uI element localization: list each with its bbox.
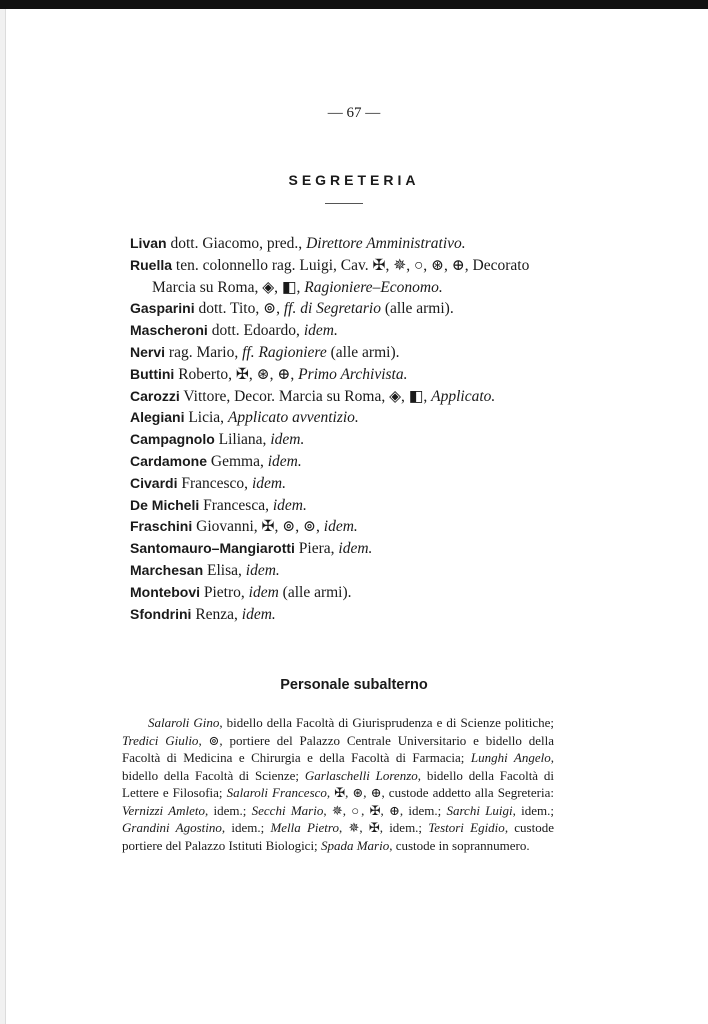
staff-surname: Fraschini bbox=[130, 518, 193, 535]
staff-entry bbox=[130, 364, 560, 386]
subaltern-text: , idem.; bbox=[205, 802, 252, 818]
staff-role: Applicato avventizio. bbox=[227, 409, 359, 427]
staff-role: Direttore Amministrativo. bbox=[306, 235, 466, 252]
title-underline-rule bbox=[325, 203, 363, 204]
subaltern-name: Salaroli Francesco bbox=[226, 785, 327, 800]
staff-role: idem. bbox=[323, 518, 358, 536]
staff-details: Elisa, bbox=[203, 561, 246, 579]
scan-top-edge bbox=[0, 0, 708, 9]
staff-note: (alle armi). bbox=[326, 343, 400, 361]
staff-details: Gemma, bbox=[207, 452, 268, 470]
subaltern-name: Garlaschelli Lorenzo bbox=[304, 767, 418, 783]
staff-details: dott. Tito, ⊚, bbox=[194, 300, 284, 318]
section-heading-segreteria: SEGRETERIA bbox=[288, 172, 420, 188]
section-heading-personale-subalterno: Personale subalterno bbox=[280, 677, 428, 693]
subaltern-text: , ⊚, portiere del Palazzo Centrale Universitario e bidello della Facoltà di Medicina e Chirurgia e della Facoltà di Farmacia; bbox=[122, 732, 554, 765]
subaltern-name: Spada Mario bbox=[320, 837, 390, 853]
staff-details: Roberto, ✠, ⊛, ⊕, bbox=[174, 365, 299, 383]
staff-role: ff. di Segretario bbox=[283, 300, 381, 318]
staff-surname: Alegiani bbox=[130, 409, 185, 426]
staff-details: dott. Giacomo, pred., bbox=[166, 235, 307, 252]
subaltern-name: Vernizzi Amleto bbox=[122, 802, 206, 818]
subaltern-text: , ✵, ✠, idem.; bbox=[339, 820, 429, 835]
staff-entry bbox=[130, 582, 560, 604]
subaltern-name: Lunghi Angelo bbox=[470, 750, 551, 765]
subaltern-name: Grandini Agostino bbox=[122, 820, 222, 835]
staff-role: idem. bbox=[270, 431, 305, 449]
subaltern-text: , custode in soprannumero. bbox=[389, 837, 530, 853]
staff-entry bbox=[130, 473, 560, 495]
staff-details: rag. Mario, bbox=[165, 343, 243, 361]
staff-entry bbox=[130, 429, 560, 451]
staff-entry bbox=[130, 604, 560, 626]
subaltern-name: Salaroli Gino bbox=[148, 715, 220, 730]
staff-list bbox=[130, 233, 560, 625]
staff-entry bbox=[130, 407, 560, 429]
subaltern-text: , ✵, ○, ✠, ⊕, idem.; bbox=[323, 802, 447, 818]
subaltern-text: , ✠, ⊛, ⊕, custode addetto alla Segreteria: bbox=[326, 785, 554, 800]
subaltern-name: Secchi Mario bbox=[251, 802, 324, 818]
subaltern-text: , bidello della Facoltà di Giurisprudenza e di Scienze politiche; bbox=[219, 715, 554, 730]
staff-role: idem. bbox=[245, 561, 280, 579]
subaltern-name: Testori Egidio bbox=[428, 820, 505, 835]
subaltern-text: , bidello della Facoltà di Lettere e Filosofia; bbox=[122, 767, 554, 800]
staff-surname: Sfondrini bbox=[130, 605, 192, 622]
staff-note: (alle armi). bbox=[278, 583, 352, 601]
staff-surname: Santomauro–Mangiarotti bbox=[130, 540, 295, 557]
staff-surname: Gasparini bbox=[130, 300, 195, 317]
staff-surname: Cardamone bbox=[130, 452, 208, 469]
staff-entry bbox=[130, 451, 560, 473]
scan-left-edge bbox=[0, 9, 6, 1024]
staff-role: Primo Archivista. bbox=[298, 365, 408, 383]
staff-entry bbox=[130, 233, 560, 255]
staff-role: idem. bbox=[272, 496, 307, 514]
subaltern-text: , idem.; bbox=[512, 802, 555, 818]
staff-role: idem bbox=[248, 583, 279, 601]
staff-role: ff. Ragioniere bbox=[242, 343, 327, 361]
staff-surname: De Micheli bbox=[130, 496, 200, 513]
staff-note: (alle armi). bbox=[380, 300, 454, 318]
subaltern-text: , bidello della Facoltà di Scienze; bbox=[122, 750, 554, 783]
staff-entry bbox=[130, 495, 560, 517]
staff-entry bbox=[130, 320, 560, 342]
staff-entry bbox=[130, 516, 560, 538]
staff-surname: Nervi bbox=[130, 343, 166, 360]
staff-details: Giovanni, ✠, ⊚, ⊚, bbox=[192, 518, 324, 536]
subaltern-paragraph bbox=[122, 714, 554, 854]
staff-details: Pietro, bbox=[200, 583, 249, 601]
staff-surname: Carozzi bbox=[130, 387, 180, 404]
staff-surname: Mascheroni bbox=[130, 322, 208, 339]
staff-role: idem. bbox=[338, 540, 373, 558]
staff-details: Francesca, bbox=[199, 496, 273, 514]
staff-surname: Buttini bbox=[130, 365, 175, 382]
staff-role: idem. bbox=[303, 322, 338, 340]
staff-surname: Civardi bbox=[130, 474, 178, 491]
staff-surname: Marchesan bbox=[130, 561, 204, 578]
staff-entry bbox=[130, 538, 560, 560]
subaltern-text: , custode portiere del Palazzo Istituti Biologici; bbox=[122, 820, 554, 853]
staff-details: Piera, bbox=[294, 540, 339, 558]
staff-surname: Livan bbox=[130, 235, 167, 251]
staff-role: idem. bbox=[251, 474, 286, 492]
staff-role: Applicato. bbox=[431, 387, 496, 405]
staff-details: Licia, bbox=[184, 409, 228, 427]
staff-entry bbox=[130, 342, 560, 364]
staff-details: Francesco, bbox=[177, 474, 252, 492]
subaltern-name: Tredici Giulio bbox=[122, 732, 199, 748]
staff-entry bbox=[130, 386, 560, 408]
staff-details: Liliana, bbox=[214, 431, 271, 449]
staff-details: Vittore, Decor. Marcia su Roma, ◈, ◧, bbox=[179, 387, 432, 405]
staff-details: Renza, bbox=[191, 605, 242, 623]
staff-details: dott. Edoardo, bbox=[207, 322, 304, 340]
staff-surname: Campagnolo bbox=[130, 431, 215, 448]
staff-surname: Montebovi bbox=[130, 583, 200, 600]
staff-role: Ragioniere–Economo. bbox=[304, 278, 443, 296]
subaltern-text: , idem.; bbox=[221, 820, 271, 835]
staff-entry bbox=[130, 255, 560, 299]
page-number: — 67 — bbox=[327, 105, 381, 121]
staff-entry bbox=[130, 560, 560, 582]
subaltern-name: Sarchi Luigi bbox=[446, 802, 513, 818]
staff-role: idem. bbox=[241, 605, 276, 623]
staff-entry bbox=[130, 298, 560, 320]
staff-role: idem. bbox=[267, 452, 302, 470]
staff-details: ten. colonnello rag. Luigi, Cav. ✠, ✵, ○, ⊛, ⊕, Decorato Marcia su Roma, ◈, ◧, bbox=[152, 256, 530, 296]
subaltern-name: Mella Pietro bbox=[270, 820, 339, 835]
staff-surname: Ruella bbox=[130, 256, 173, 273]
